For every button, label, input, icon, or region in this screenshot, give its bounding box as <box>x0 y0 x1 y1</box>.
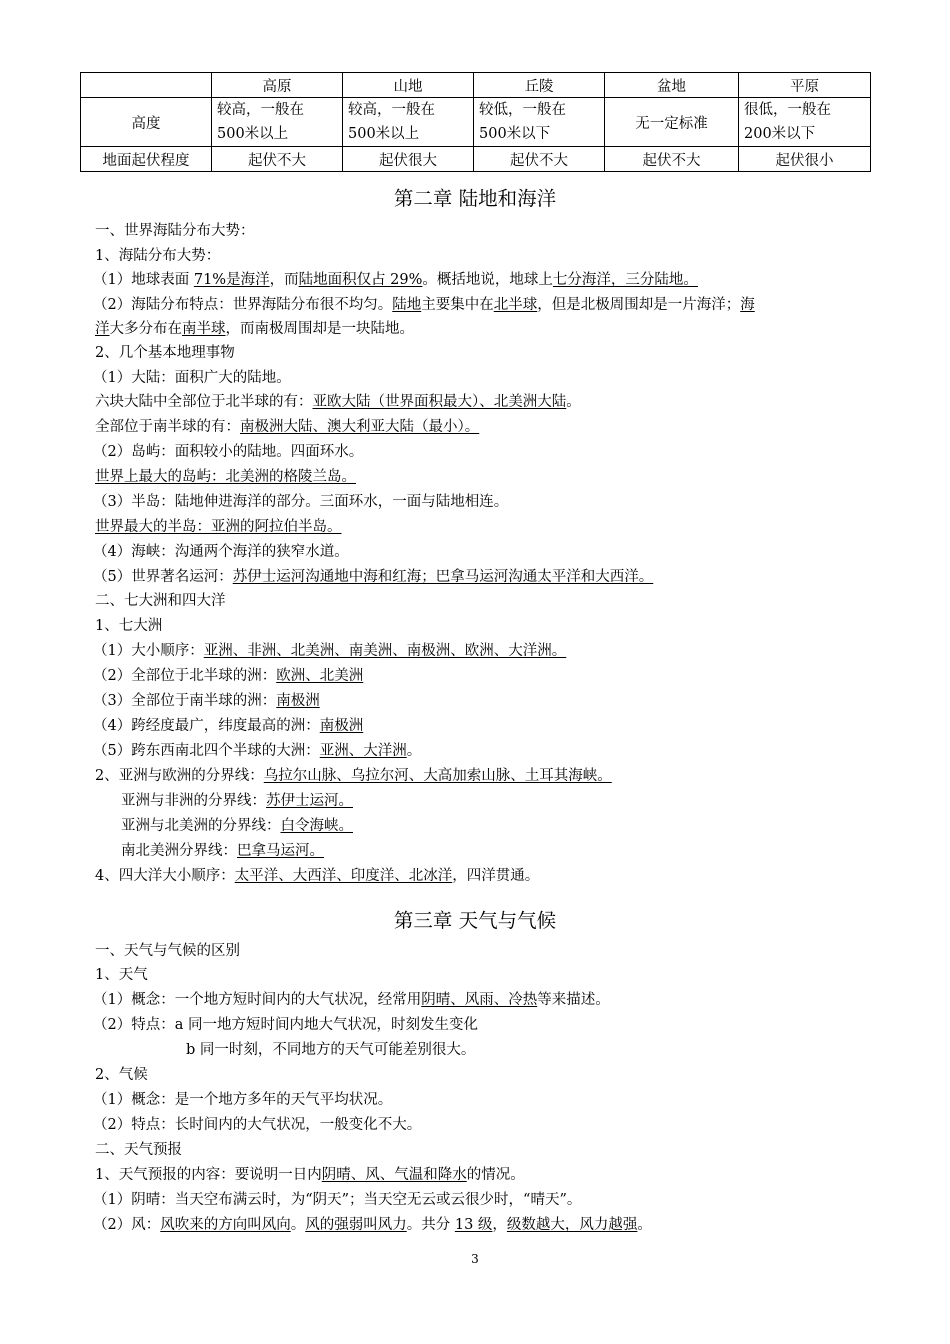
underlined-text: 南极洲 <box>276 693 320 709</box>
text-segment: ， <box>492 1217 507 1233</box>
table-cell: 起伏很小 <box>739 147 871 172</box>
text-segment: 。 <box>406 743 422 759</box>
text-line <box>95 517 342 537</box>
table-cell: 较高，一般在 500米以上 <box>343 98 474 147</box>
table-cell: 很低，一般在 200米以下 <box>739 98 871 147</box>
text-segment: 1、海陆分布大势： <box>95 248 221 264</box>
underlined-text: 陆地 <box>392 297 422 313</box>
text-segment: （2）岛屿：面积较小的陆地。四面环水。 <box>93 444 364 460</box>
text-segment: 2、气候 <box>95 1067 148 1083</box>
text-segment: （1）大陆：面积广大的陆地。 <box>93 370 291 386</box>
text-segment: b 同一时刻，不同地方的天气可能差别很大。 <box>186 1042 476 1058</box>
underlined-text: 13 级 <box>454 1217 493 1233</box>
text-line <box>93 1090 392 1110</box>
text-segment: （1）大小顺序： <box>93 643 204 659</box>
underlined-text: 世界上最大的岛屿：北美洲的格陵兰岛。 <box>95 469 356 485</box>
text-segment: 南北美洲分界线： <box>121 843 237 859</box>
text-line <box>93 716 363 736</box>
table-row <box>81 147 871 172</box>
text-segment: （3）半岛：陆地伸进海洋的部分。三面环水，一面与陆地相连。 <box>93 494 509 510</box>
underlined-text: 亚欧大陆（世界面积最大）、北美洲大陆 <box>312 394 567 410</box>
text-segment: 。 <box>566 394 581 410</box>
text-segment: （2）特点：长时间内的大气状况，一般变化不大。 <box>93 1117 422 1133</box>
underlined-text: 南半球 <box>182 321 226 337</box>
text-segment: 。共分 <box>406 1217 455 1233</box>
text-segment: （4）跨经度最广，纬度最高的洲： <box>93 718 320 734</box>
chapter-2-title: 第二章 陆地和海洋 <box>393 187 557 210</box>
text-line <box>121 841 324 861</box>
text-line <box>93 567 653 587</box>
text-segment: 1、七大洲 <box>95 618 163 634</box>
text-line <box>95 343 235 363</box>
text-segment: 亚洲与非洲的分界线： <box>121 793 266 809</box>
underlined-text: 苏伊士运河。 <box>266 793 353 809</box>
table-cell: 起伏不大 <box>212 147 343 172</box>
text-segment: 主要集中在 <box>421 297 494 313</box>
text-segment: （5）世界著名运河： <box>93 569 233 585</box>
text-segment: 一、世界海陆分布大势： <box>95 223 255 239</box>
text-segment: 。 <box>290 1217 306 1233</box>
text-line <box>95 467 356 487</box>
text-line <box>93 1115 421 1135</box>
text-line <box>95 392 581 412</box>
row-label: 高度 <box>81 98 212 147</box>
text-segment: （4）海峡：沟通两个海洋的狭窄水道。 <box>93 544 349 560</box>
underlined-text: 乌拉尔山脉、乌拉尔河、大高加索山脉、土耳其海峡。 <box>263 768 612 784</box>
text-line <box>93 1190 581 1210</box>
underlined-text: 白令海峡。 <box>280 818 353 834</box>
text-line <box>95 246 220 266</box>
table-header-cell: 山地 <box>343 73 474 98</box>
table-cell: 无一定标准 <box>605 98 739 147</box>
text-line <box>93 368 291 388</box>
text-segment: 2、几个基本地理事物 <box>95 345 235 361</box>
table-header-row <box>81 73 871 98</box>
underlined-text: 苏伊士运河沟通地中海和红海；巴拿马运河沟通太平洋和大西洋。 <box>232 569 654 585</box>
landform-table <box>80 72 871 172</box>
text-line <box>95 221 255 241</box>
table-cell: 起伏不大 <box>605 147 739 172</box>
text-line <box>95 941 240 961</box>
text-line <box>93 270 698 290</box>
underlined-text: 亚洲、非洲、北美洲、南美洲、南极洲、欧洲、大洋洲。 <box>203 643 567 659</box>
underlined-text: 欧洲、北美洲 <box>276 668 364 684</box>
text-segment: （1）地球表面 <box>93 272 194 288</box>
text-segment: 六块大陆中全部位于北半球的有： <box>95 394 313 410</box>
text-segment: 二、七大洲和四大洋 <box>95 593 226 609</box>
text-line <box>121 816 353 836</box>
text-segment: 的情况。 <box>466 1167 525 1183</box>
text-line <box>95 965 148 985</box>
table-header-cell <box>81 73 212 98</box>
underlined-text: 风吹来的方向叫风向 <box>160 1217 291 1233</box>
text-segment: （2）全部位于北半球的洲： <box>93 668 277 684</box>
text-segment: 亚洲与北美洲的分界线： <box>121 818 281 834</box>
chapter-3-title: 第三章 天气与气候 <box>393 909 557 932</box>
text-segment: ，而 <box>269 272 299 288</box>
underlined-text: 七分海洋，三分陆地。 <box>552 272 698 288</box>
text-line <box>93 741 421 761</box>
text-line <box>95 1165 525 1185</box>
text-line <box>93 990 610 1010</box>
underlined-text: 北半球 <box>493 297 538 313</box>
text-line <box>93 666 363 686</box>
text-segment: 二、天气预报 <box>95 1142 182 1158</box>
underlined-text: 风的强弱叫风力 <box>305 1217 407 1233</box>
table-header-cell: 盆地 <box>605 73 739 98</box>
table-cell: 较低，一般在 500米以下 <box>474 98 605 147</box>
text-line <box>95 591 226 611</box>
table-header-cell: 高原 <box>212 73 343 98</box>
text-line <box>93 641 566 661</box>
underlined-text: 巴拿马运河。 <box>237 843 324 859</box>
text-segment: ，但是北极周围却是一片海洋； <box>537 297 741 313</box>
text-segment: （3）全部位于南半球的洲： <box>93 693 277 709</box>
text-segment: 。 <box>637 1217 652 1233</box>
underlined-text: 太平洋、大西洋、印度洋、北冰洋 <box>234 868 453 884</box>
text-segment: 。概括地说，地球上 <box>422 272 553 288</box>
text-segment: （2）风： <box>93 1217 161 1233</box>
text-line <box>93 442 363 462</box>
text-segment: （2）海陆分布特点：世界海陆分布很不均匀。 <box>93 297 393 313</box>
text-line <box>95 1140 182 1160</box>
underlined-text: 阴晴、风雨、冷热 <box>421 992 538 1008</box>
underlined-text: 世界最大的半岛：亚洲的阿拉伯半岛。 <box>95 519 342 535</box>
text-segment: 等来描述。 <box>537 992 610 1008</box>
text-line <box>95 319 414 339</box>
text-segment: ，四洋贯通。 <box>452 868 540 884</box>
row-label: 地面起伏程度 <box>81 147 212 172</box>
underlined-text: 亚洲、大洋洲 <box>319 743 407 759</box>
text-line <box>93 1015 478 1035</box>
underlined-text: 南极洲大陆、澳大利亚大陆（最小）。 <box>240 419 480 435</box>
text-segment: 大多分布在 <box>109 321 182 337</box>
underlined-text: 级数越大，风力越强 <box>506 1217 638 1233</box>
underlined-text: 南极洲 <box>319 718 364 734</box>
table-row <box>81 98 871 147</box>
text-line <box>93 691 320 711</box>
text-segment: （1）阴晴：当天空布满云时，为“阴天”；当天空无云或云很少时，“晴天”。 <box>93 1192 582 1208</box>
text-line <box>93 542 349 562</box>
table-cell: 起伏很大 <box>343 147 474 172</box>
text-segment: 2、亚洲与欧洲的分界线： <box>95 768 264 784</box>
text-segment: 1、天气预报的内容：要说明一日内 <box>95 1167 322 1183</box>
text-segment: 1、天气 <box>95 967 148 983</box>
text-segment: ，而南极周围却是一块陆地。 <box>225 321 414 337</box>
text-line <box>95 616 162 636</box>
text-segment: 一、天气与气候的区别 <box>95 943 240 959</box>
underlined-text: 阴晴、风、气温和降水 <box>321 1167 467 1183</box>
text-line <box>95 866 539 886</box>
text-segment: （5）跨东西南北四个半球的大洲： <box>93 743 320 759</box>
text-line <box>95 766 612 786</box>
text-segment: （1）概念：是一个地方多年的天气平均状况。 <box>93 1092 393 1108</box>
underlined-text: 洋 <box>95 321 110 337</box>
underlined-text: 海 <box>740 297 755 313</box>
text-line <box>93 295 755 315</box>
text-line <box>95 417 479 437</box>
table-header-cell: 丘陵 <box>474 73 605 98</box>
text-line <box>93 1215 652 1235</box>
underlined-text: 71%是海洋 <box>193 272 270 288</box>
text-segment: 全部位于南半球的有： <box>95 419 240 435</box>
text-segment: （2）特点：a 同一地方短时间内地大气状况，时刻发生变化 <box>93 1017 478 1033</box>
table-cell: 较高，一般在 500米以上 <box>212 98 343 147</box>
table-header-cell: 平原 <box>739 73 871 98</box>
text-segment: 4、四大洋大小顺序： <box>95 868 235 884</box>
table-cell: 起伏不大 <box>474 147 605 172</box>
text-line <box>186 1040 475 1060</box>
page-number: 3 <box>471 1252 479 1266</box>
text-line <box>93 492 508 512</box>
text-line <box>95 1065 148 1085</box>
text-segment: （1）概念：一个地方短时间内的大气状况，经常用 <box>93 992 422 1008</box>
underlined-text: 陆地面积仅占 29% <box>298 272 423 288</box>
text-line <box>121 791 353 811</box>
